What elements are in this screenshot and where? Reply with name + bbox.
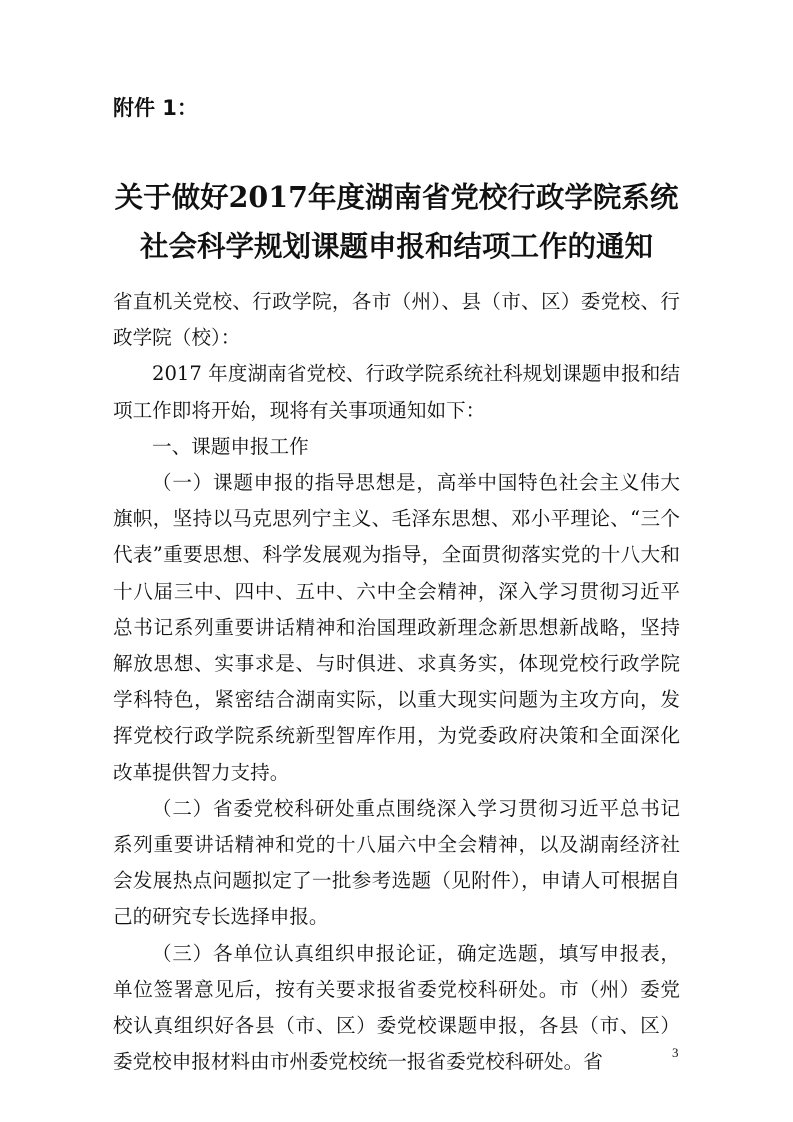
addressee: 省直机关党校、行政学院，各市（州）、县（市、区）委党校、行政学院（校）：	[113, 290, 680, 350]
section-1-heading: 一、课题申报工作	[152, 434, 309, 458]
document-body	[113, 284, 680, 1080]
paragraph-3: （三）各单位认真组织申报论证，确定选题，填写申报表，单位签署意见后，按有关要求报省委党校科研处。市（州）委党校认真组织好各县（市、区）委党校课题申报，各县（市、区）委党校申报材料由市州委党校统一报省委党校科研处。省	[113, 941, 680, 1074]
intro-paragraph: 2017 年度湖南省党校、行政学院系统社科规划课题申报和结项工作即将开始，现将有关事项通知如下：	[113, 362, 680, 422]
paragraph-2: （二）省委党校科研处重点围绕深入学习贯彻习近平总书记系列重要讲话精神和党的十八届六中全会精神，以及湖南经济社会发展热点问题拟定了一批参考选题（见附件），申请人可根据自己的研究专长选择申报。	[113, 796, 680, 929]
title-line-2: 社会科学规划课题申报和结项工作的通知	[139, 229, 653, 263]
page-number: 3	[672, 1045, 679, 1060]
paragraph-1: （一）课题申报的指导思想是，高举中国特色社会主义伟大旗帜，坚持以马克思列宁主义、毛泽东思想、邓小平理论、“三个代表”重要思想、科学发展观为指导，全面贯彻落实党的十八大和十八届三中、四中、五中、六中全会精神，深入学习贯彻习近平总书记系列重要讲话精神和治国理政新理念新思想新战略，坚持解放思想、实事求是、与时俱进、求真务实，体现党校行政学院学科特色，紧密结合湖南实际，以重大现实问题为主攻方向，发挥党校行政学院系统新型智库作用，为党委政府决策和全面深化改革提供智力支持。	[113, 471, 680, 784]
attachment-label: 附件 1：	[113, 96, 198, 120]
title-line-1: 关于做好2017年度湖南省党校行政学院系统	[114, 180, 679, 214]
